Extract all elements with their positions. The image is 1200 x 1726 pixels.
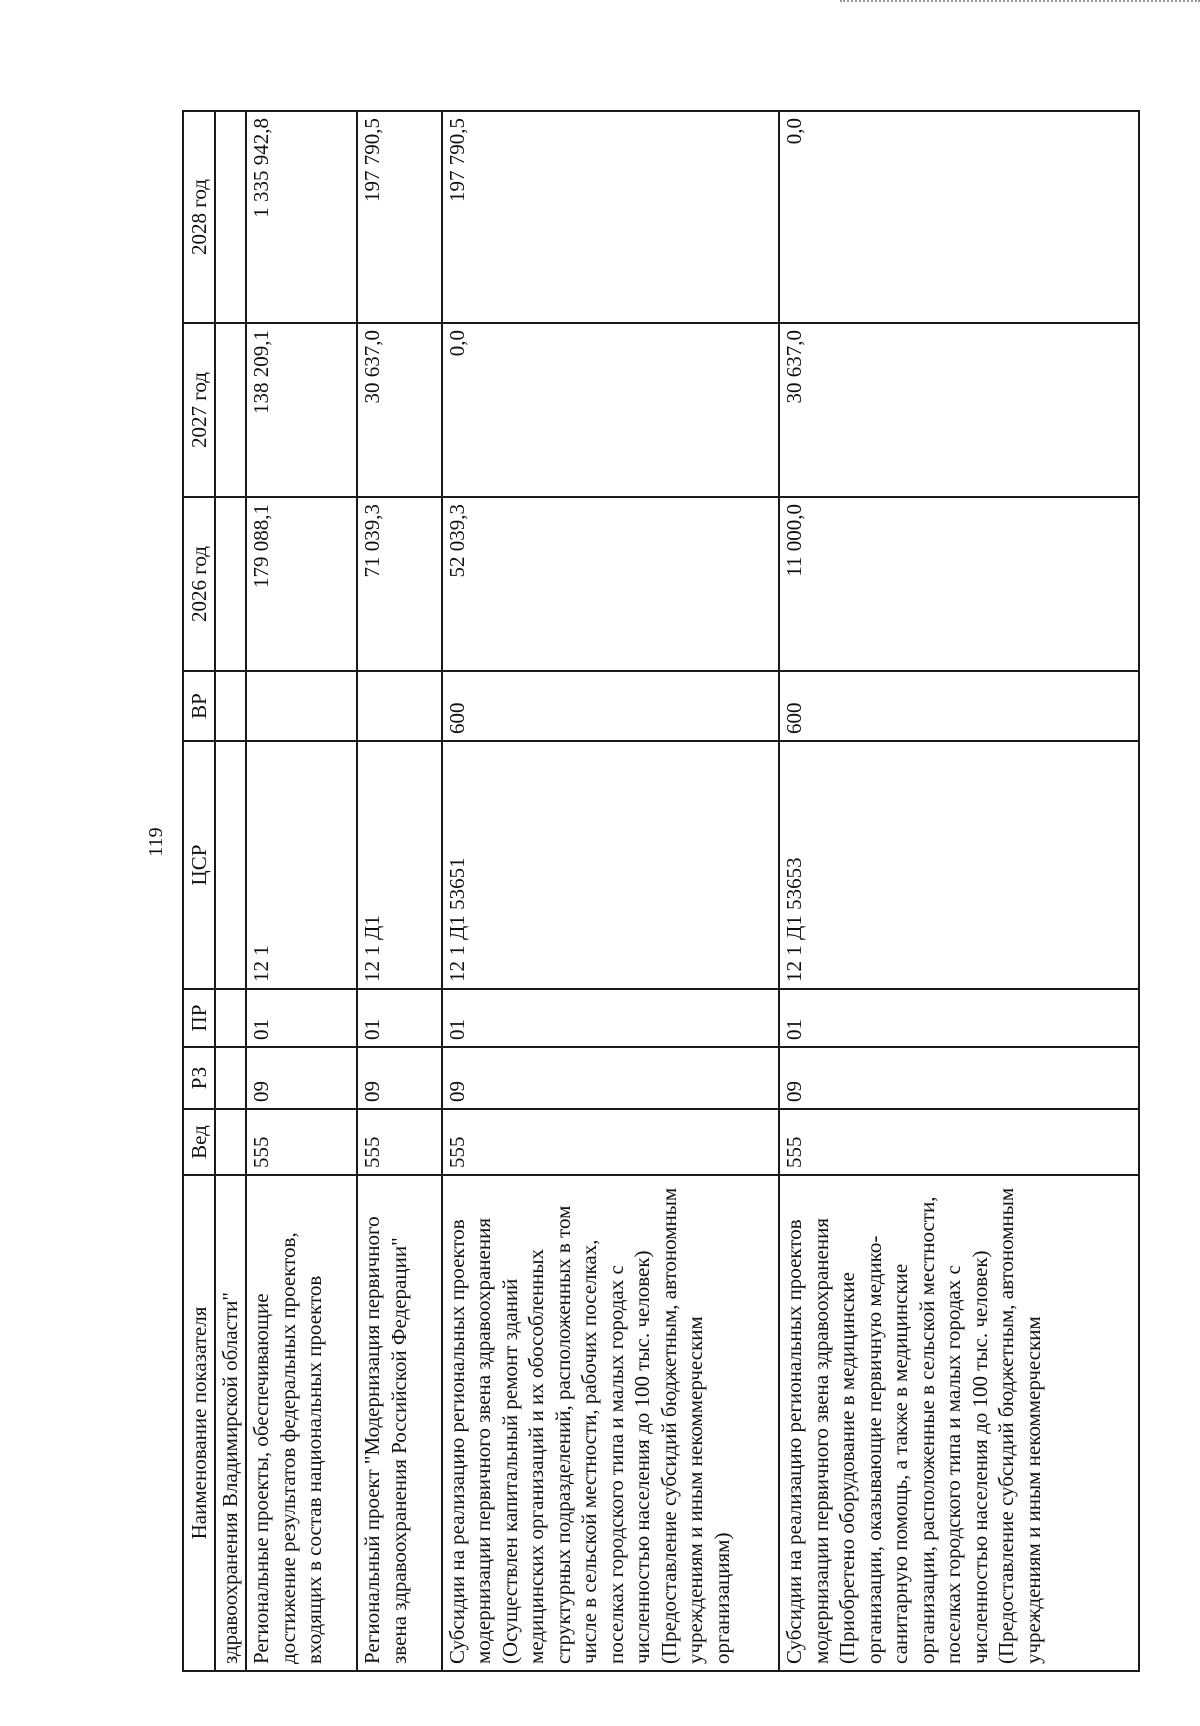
table-row: [215, 111, 246, 1671]
scan-edge-artifact: [840, 0, 1200, 4]
row-ved: 555: [246, 1109, 357, 1175]
row-2027: 30 637,0: [779, 323, 1139, 497]
col-header-vr: ВР: [183, 671, 215, 741]
row-name: Региональный проект "Модернизация первичного звена здравоохранения Российской Федерации": [357, 1175, 441, 1671]
empty-cell: [215, 111, 246, 323]
row-csr: 12 1 Д1 53653: [779, 741, 1139, 989]
rotated-table-wrapper: [182, 112, 1140, 1672]
row-pr: 01: [779, 989, 1139, 1047]
row-rz: 09: [442, 1047, 779, 1109]
continued-row-name: здравоохранения Владимирской области": [215, 1175, 246, 1671]
row-2027: 0,0: [442, 323, 779, 497]
row-2027: 30 637,0: [357, 323, 441, 497]
row-vr: [246, 671, 357, 741]
empty-cell: [215, 497, 246, 671]
row-name: Субсидии на реализацию региональных проектов модернизации первичного звена здравоохранения (Приобретено оборудование в медицинские организации, оказывающие первичную медико-санитарную помощь, а также в медицинские организации, расположенные в сельской местности, поселках городского типа и малых городах с численностью населения до 100 тыс. человек) (Предоставление субсидий бюджетным, автономным учреждениям и иным некоммерческим: [779, 1175, 1139, 1671]
row-2028: 197 790,5: [442, 111, 779, 323]
col-header-2028: 2028 год: [183, 111, 215, 323]
row-pr: 01: [357, 989, 441, 1047]
col-header-pr: ПР: [183, 989, 215, 1047]
col-header-rz: РЗ: [183, 1047, 215, 1109]
row-pr: 01: [442, 989, 779, 1047]
row-vr: [357, 671, 441, 741]
table-row: [779, 111, 1139, 1671]
table-row: [357, 111, 441, 1671]
page-number: 119: [145, 827, 167, 857]
row-csr: 12 1 Д1: [357, 741, 441, 989]
row-pr: 01: [246, 989, 357, 1047]
row-csr: 12 1: [246, 741, 357, 989]
row-2028: 0,0: [779, 111, 1139, 323]
row-csr: 12 1 Д1 53651: [442, 741, 779, 989]
row-ved: 555: [779, 1109, 1139, 1175]
row-2026: 52 039,3: [442, 497, 779, 671]
col-header-name: Наименование показателя: [183, 1175, 215, 1671]
empty-cell: [215, 671, 246, 741]
empty-cell: [215, 1109, 246, 1175]
row-ved: 555: [357, 1109, 441, 1175]
row-ved: 555: [442, 1109, 779, 1175]
row-rz: 09: [779, 1047, 1139, 1109]
empty-cell: [215, 989, 246, 1047]
row-2028: 1 335 942,8: [246, 111, 357, 323]
budget-table: [182, 110, 1140, 1672]
row-2027: 138 209,1: [246, 323, 357, 497]
row-2028: 197 790,5: [357, 111, 441, 323]
row-vr: 600: [779, 671, 1139, 741]
row-2026: 71 039,3: [357, 497, 441, 671]
row-name: Субсидии на реализацию региональных проектов модернизации первичного звена здравоохранения (Осуществлен капитальный ремонт зданий медицинских организаций и их обособленных структурных подразделений, расположенных в том числе в сельской местности, рабочих поселках, поселках городского типа и малых городах с численностью населения до 100 тыс. человек) (Предоставление субсидий бюджетным, автономным учреждениям и иным некоммерческим организациям): [442, 1175, 779, 1671]
col-header-2026: 2026 год: [183, 497, 215, 671]
col-header-csr: ЦСР: [183, 741, 215, 989]
table-header-row: [183, 111, 215, 1671]
col-header-ved: Вед: [183, 1109, 215, 1175]
table-row: [246, 111, 357, 1671]
row-2026: 179 088,1: [246, 497, 357, 671]
empty-cell: [215, 741, 246, 989]
row-2026: 11 000,0: [779, 497, 1139, 671]
row-rz: 09: [246, 1047, 357, 1109]
table-row: [442, 111, 779, 1671]
row-name: Региональные проекты, обеспечивающие достижение результатов федеральных проектов, входящих в состав национальных проектов: [246, 1175, 357, 1671]
empty-cell: [215, 1047, 246, 1109]
row-rz: 09: [357, 1047, 441, 1109]
empty-cell: [215, 323, 246, 497]
col-header-2027: 2027 год: [183, 323, 215, 497]
row-vr: 600: [442, 671, 779, 741]
